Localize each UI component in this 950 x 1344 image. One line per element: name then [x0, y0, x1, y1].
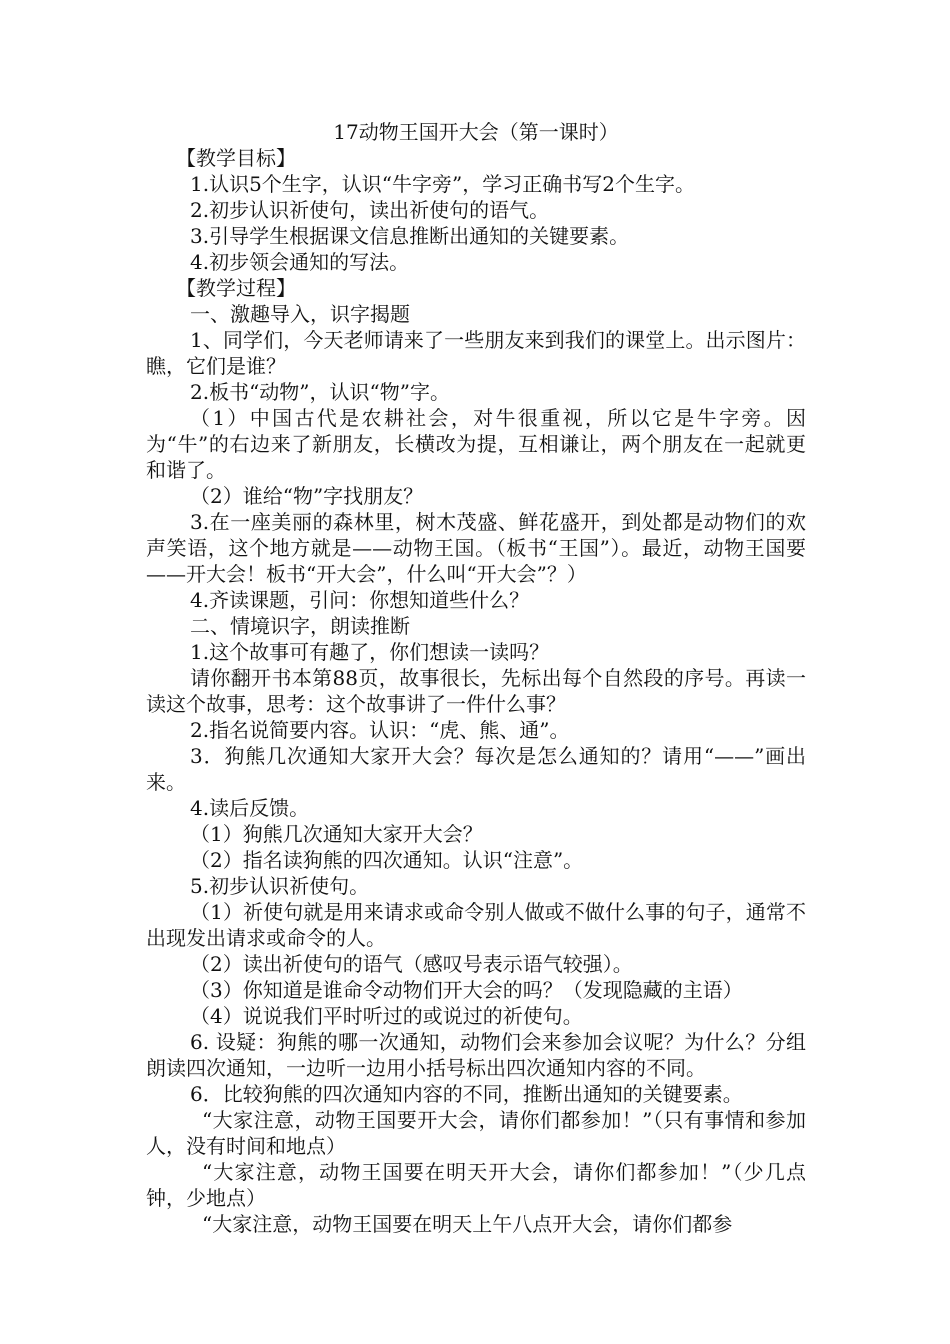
paragraph: 4.初步领会通知的写法。: [190, 250, 410, 274]
paragraph: 【教学目标】: [176, 146, 296, 170]
paragraph: 6. 设疑：狗熊的哪一次通知，动物们会来参加会议呢？为什么？分组朗读四次通知，一边听一边用小括号标出四次通知内容的不同。: [146, 1030, 806, 1080]
paragraph: “大家注意，动物王国要在明天开大会，请你们都参加！”（少几点钟，少地点）: [146, 1160, 806, 1210]
paragraph: （1）祈使句就是用来请求或命令别人做或不做什么事的句子，通常不出现发出请求或命令的人。: [146, 900, 806, 950]
paragraph: 二、情境识字，朗读推断: [190, 614, 410, 638]
paragraph: 3.在一座美丽的森林里，树木茂盛、鲜花盛开，到处都是动物们的欢声笑语，这个地方就是——动物王国。（板书“王国”）。最近，动物王国要——开大会！板书“开大会”，什么叫“开大会”？）: [146, 510, 806, 586]
paragraph: （2）读出祈使句的语气（感叹号表示语气较强）。: [190, 952, 633, 976]
document-body: [146, 145, 806, 1237]
paragraph: 2.初步认识祈使句，读出祈使句的语气。: [190, 198, 550, 222]
paragraph: （1）狗熊几次通知大家开大会？: [190, 822, 483, 846]
paragraph: 【教学过程】: [176, 276, 296, 300]
paragraph: 1.认识5个生字，认识“牛字旁”，学习正确书写2个生字。: [190, 172, 695, 196]
paragraph: 2.板书“动物”，认识“物”字。: [190, 380, 450, 404]
paragraph: 3．狗熊几次通知大家开大会？每次是怎么通知的？请用“——”画出来。: [146, 744, 806, 794]
paragraph: 5.初步认识祈使句。: [190, 874, 370, 898]
paragraph: 2.指名说简要内容。认识：“虎、熊、通”。: [190, 718, 570, 742]
paragraph: “大家注意，动物王国要在明天上午八点开大会，请你们都参: [202, 1212, 733, 1236]
paragraph: （2）谁给“物”字找朋友？: [190, 484, 424, 508]
paragraph: 1.这个故事可有趣了，你们想读一读吗？: [190, 640, 550, 664]
paragraph: 4.读后反馈。: [190, 796, 310, 820]
paragraph: 一、激趣导入，识字揭题: [190, 302, 410, 326]
paragraph: 1、同学们，今天老师请来了一些朋友来到我们的课堂上。出示图片：瞧，它们是谁？: [146, 328, 806, 378]
paragraph: （1）中国古代是农耕社会，对牛很重视，所以它是牛字旁。因为“牛”的右边来了新朋友，长横改为提，互相谦让，两个朋友在一起就更和谐了。: [146, 406, 806, 482]
document-title: 17动物王国开大会（第一课时）: [333, 120, 619, 144]
paragraph: （4）说说我们平时听过的或说过的祈使句。: [190, 1004, 583, 1028]
paragraph: 请你翻开书本第88页，故事很长，先标出每个自然段的序号。再读一读这个故事，思考：这个故事讲了一件什么事？: [146, 666, 806, 716]
document-page: [146, 119, 806, 1237]
paragraph: 4.齐读课题，引问：你想知道些什么？: [190, 588, 530, 612]
paragraph: 6．比较狗熊的四次通知内容的不同，推断出通知的关键要素。: [190, 1082, 743, 1106]
paragraph: 3.引导学生根据课文信息推断出通知的关键要素。: [190, 224, 630, 248]
paragraph: （2）指名读狗熊的四次通知。认识“注意”。: [190, 848, 584, 872]
paragraph: “大家注意，动物王国要开大会，请你们都参加！”（只有事情和参加人，没有时间和地点）: [146, 1108, 806, 1158]
paragraph: （3）你知道是谁命令动物们开大会的吗？（发现隐藏的主语）: [190, 978, 743, 1002]
